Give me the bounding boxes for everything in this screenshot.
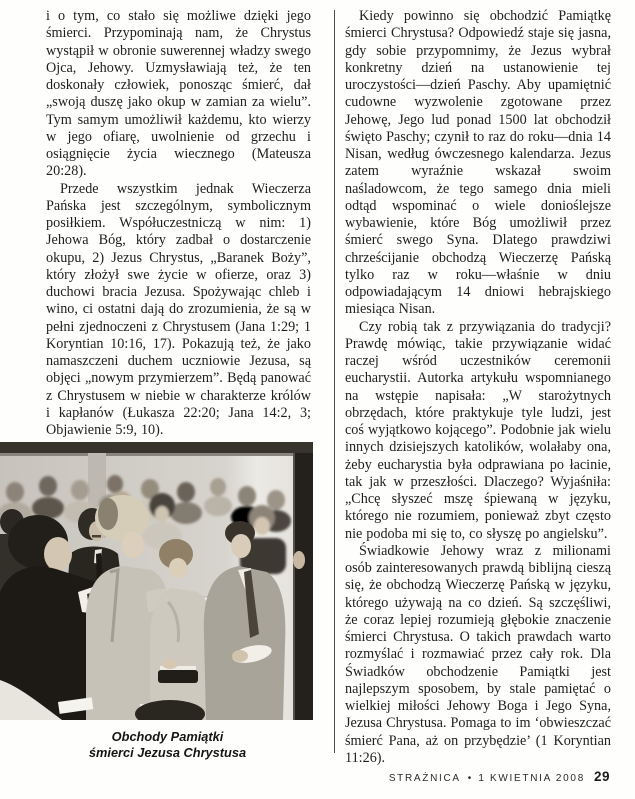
right-column (345, 8, 611, 767)
paragraph: Świadkowie Jehowy wraz z milionami osób zainteresowanych prawdą biblijną cieszą się, że obchodzą Wieczerzę Pańską w języku, którego używają na co dzień. Są szczęśliwi, że coraz lepiej rozumieją głębokie znaczenie śmierci Chrystusa. O takich prawdach warto rozmyślać i rozmawiać przez cały rok. Dla Świadków obchodzenie Pamiątki jest najlepszym sposobem, by stale pamiętać o wielkiej miłości Jehowy Boga i Jego Syna, Jezusa Chrystusa. Pomaga to im ‘obwieszczać śmierć Pana, aż on przybędzie’ (1 Koryntian 11:26). (345, 542, 611, 766)
page-number: 29 (593, 769, 610, 784)
paragraph: Czy robią tak z przywiązania do tradycji? Prawdę mówiąc, takie przywiązanie widać raczej wśród uczestników ceremonii eucharystii. Autorka artykułu wspomnianego na wstępie napisała: „W starożytnych obrzędach, które praktykuje tyle ludzi, jest coś wyjątkowo kojącego”. Podobnie jak wielu innych dzisiejszych katolików, wolałaby ona, żeby eucharystia była odprawiana po łacinie, tak jak w przeszłości. Dlaczego? Wyjaśniła: „Chcę słyszeć mszę śpiewaną w języku, którego nie rozumiem, ponieważ zbyt często nie podoba mi się to, co słyszę po angielsku”. (345, 318, 611, 542)
page-footer (389, 769, 610, 784)
footer-date: 1 KWIETNIA 2008 (478, 773, 585, 784)
memorial-photo (0, 442, 313, 720)
column-divider (334, 10, 335, 753)
magazine-title: STRAŻNICA (388, 773, 461, 784)
paragraph: Kiedy powinno się obchodzić Pamiątkę śmierci Chrystusa? Odpowiedź staje się jasna, gdy sobie przypomnimy, że Jezus wybrał konkretny dzień na ustanowienie tej uroczystości—dzień Paschy. Aby upamiętnić cudowne wyzwolenie zgotowane przez Jehowę, Jego lud ponad 1500 lat obchodził święto Paschy; czynił to raz do roku—dnia 14 Nisan, według ówczesnego kalendarza. Jezus zatem wyraźnie wskazał swoim naśladowcom, że tego samego dnia mieli odtąd wspominać o wiele donioślejsze wybawienie, które Bóg umożliwił przez śmierć swego Syna. Dlatego prawdziwi chrześcijanie obchodzą Wieczerzę Pańską tylko raz w roku—właśnie w dniu odpowiadającym 14 dniowi hebrajskiego miesiąca Nisan. (345, 8, 611, 318)
left-column (46, 8, 311, 439)
photo-caption (0, 729, 313, 761)
footer-separator: • (467, 773, 472, 784)
paragraph: Przede wszystkim jednak Wieczerza Pańska jest szczególnym, symbolicznym posiłkiem. Współuczestniczą w nim: 1) Jehowa Bóg, który zadbał o dostarczenie okupu, 2) Jezus Chrystus, „Baranek Boży”, który złożył swe życie w ofierze, oraz 3) duchowi bracia Jezusa. Spożywając chleb i wino, ci ostatni dają do zrozumienia, że są w pełni zjednoczeni z Chrystusem (Jana 1:29; 1 Koryntian 10:16, 17). Pokazują też, że jako namaszczeni duchem uczniowie Jezusa, są objęci „nowym przymierzem”. Będą panować z Chrystusem w niebie w charakterze królów i kapłanów (Łukasza 22:20; Jana 14:2, 3; Objawienie 5:9, 10). (46, 180, 311, 438)
photo-caption-line2: śmierci Jezusa Chrystusa (88, 745, 247, 760)
photo-caption-line1: Obchody Pamiątki (111, 729, 224, 744)
paragraph: i o tym, co stało się możliwe dzięki jego śmierci. Przypominają nam, że Chrystus wystąpił w obronie suwerennej władzy swego Ojca, Jehowy. Uzmysławiają też, że ten doskonały człowiek, ponosząc śmierć, dał „swoją duszę jako okup w zamian za wielu”. Tym samym umożliwił każdemu, kto wierzy w jego ofiarę, uwolnienie od grzechu i osiągnięcie życia wiecznego (Mateusza 20:28). (46, 8, 311, 180)
memorial-photo-figure (0, 442, 313, 761)
